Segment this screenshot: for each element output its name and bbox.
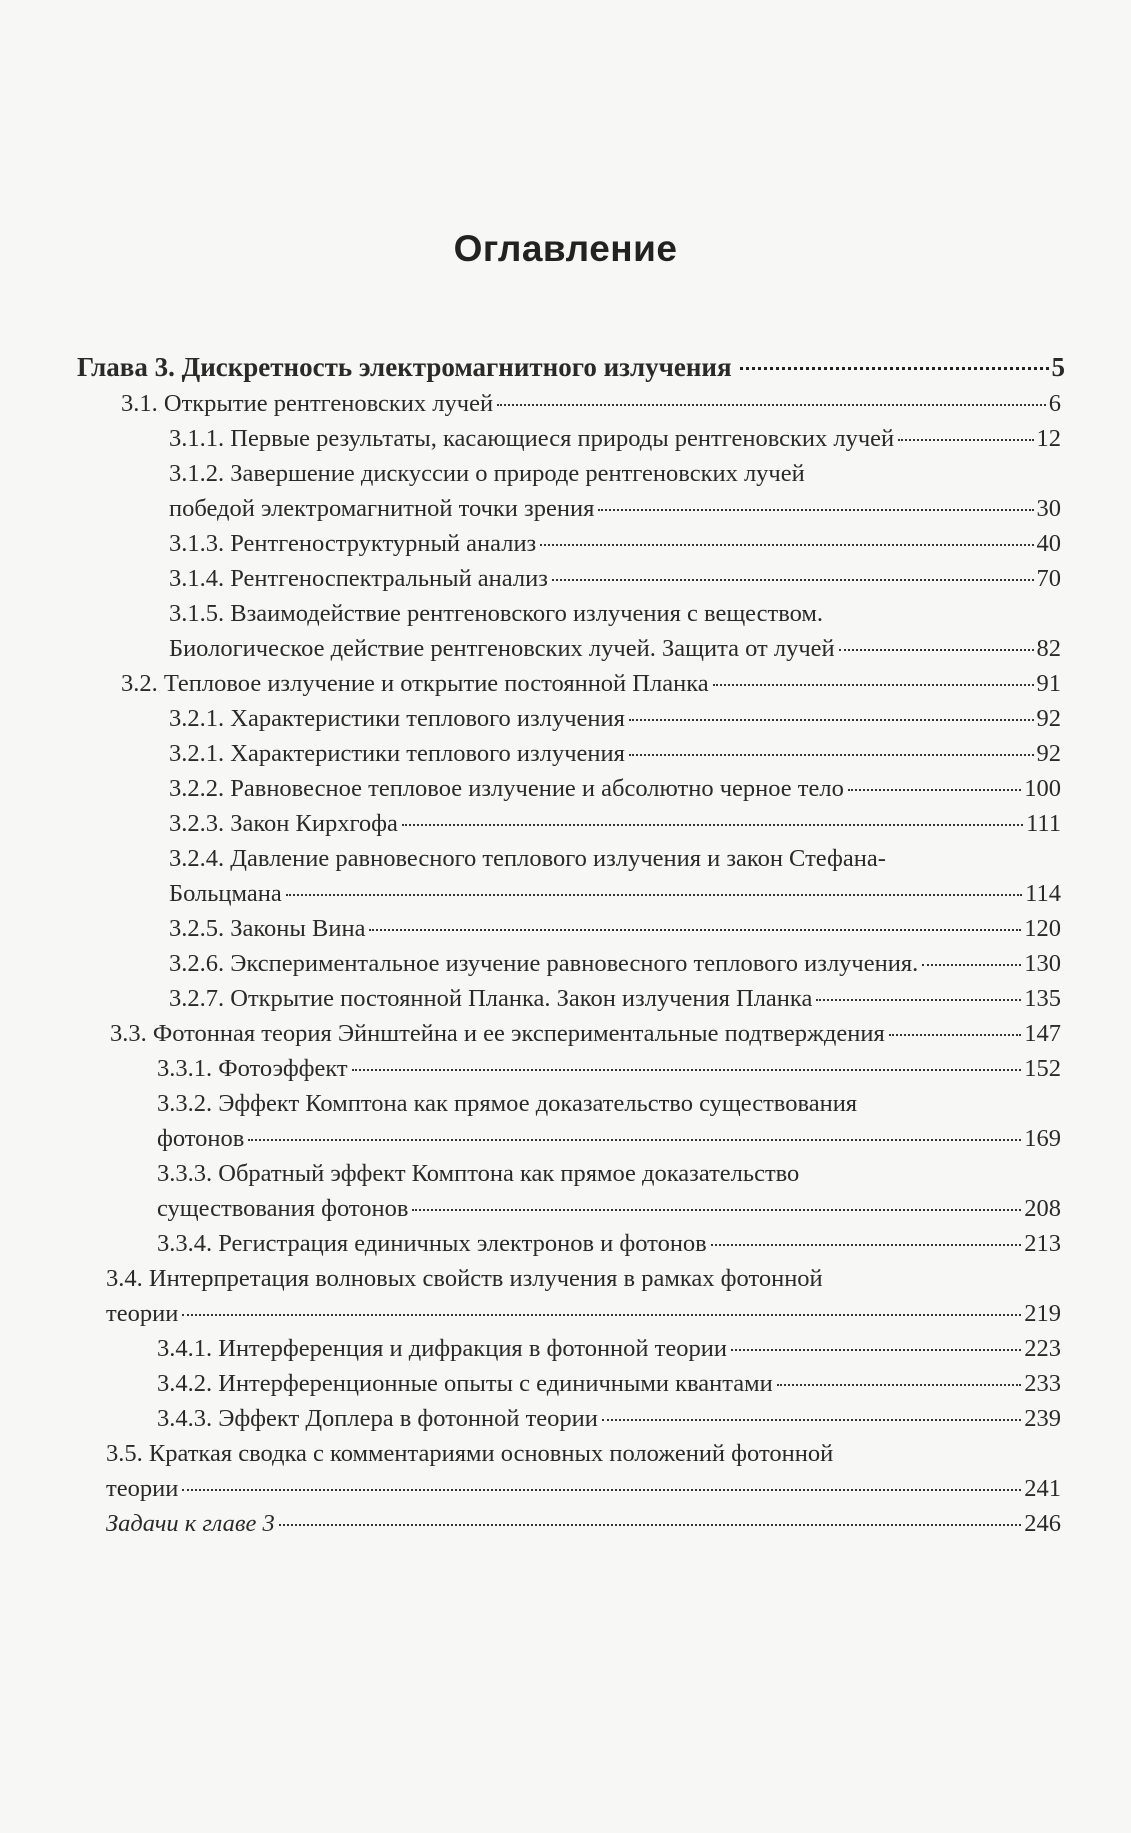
dot-leader <box>777 1384 1021 1386</box>
toc-entry-page: 223 <box>1024 1335 1061 1362</box>
toc-entry-page: 92 <box>1036 705 1061 732</box>
toc-entry <box>0 1156 1131 1226</box>
toc-entry-title: Глава 3. Дискретность электромагнитного излучения <box>77 352 732 382</box>
toc-entry <box>0 771 1131 806</box>
toc-entry-title-line: 3.3.2. Эффект Комптона как прямое доказательство существования <box>157 1090 858 1117</box>
toc-entry-title: 3.2.1. Характеристики теплового излучения <box>169 705 625 732</box>
toc-entry-page: 92 <box>1036 740 1061 767</box>
toc-entry-page: 152 <box>1024 1055 1061 1082</box>
toc-entry <box>0 596 1131 666</box>
toc-entry-title: Больцмана <box>169 880 282 907</box>
toc-entry <box>0 1051 1131 1086</box>
toc-entry-title: 3.2.6. Экспериментальное изучение равновесного теплового излучения. <box>169 950 919 977</box>
toc-entry-title: 3.3.1. Фотоэффект <box>157 1055 348 1082</box>
dot-leader <box>352 1069 1022 1071</box>
toc-entry-page: 246 <box>1024 1510 1061 1537</box>
toc-entry-title: теории <box>106 1475 179 1502</box>
toc-entry-title: победой электромагнитной точки зрения <box>169 495 595 522</box>
dot-leader <box>922 964 1021 966</box>
toc-entry-page: 233 <box>1024 1370 1061 1397</box>
dot-leader <box>182 1314 1021 1316</box>
toc-entry-page: 12 <box>1036 425 1061 452</box>
toc-entry-title: существования фотонов <box>157 1195 409 1222</box>
toc-entry <box>0 1016 1131 1051</box>
toc-entry-page: 70 <box>1036 565 1061 592</box>
toc-entry <box>0 666 1131 701</box>
dot-leader <box>412 1209 1021 1211</box>
toc-entry-page: 208 <box>1024 1195 1061 1222</box>
dot-leader <box>839 649 1034 651</box>
dot-leader <box>731 1349 1021 1351</box>
toc-entry <box>0 1086 1131 1156</box>
toc-entry-page: 100 <box>1024 775 1061 802</box>
toc-entry-title-line: 3.5. Краткая сводка с комментариями основных положений фотонной <box>106 1440 834 1467</box>
toc-entry-title: теории <box>106 1300 179 1327</box>
dot-leader <box>629 754 1034 756</box>
table-of-contents <box>0 348 1131 1541</box>
toc-entry-page: 219 <box>1024 1300 1061 1327</box>
toc-entry-title: 3.1.3. Рентгеноструктурный анализ <box>169 530 537 557</box>
toc-entry <box>0 456 1131 526</box>
toc-entry <box>0 386 1131 421</box>
toc-entry-page: 135 <box>1024 985 1061 1012</box>
toc-entry <box>0 561 1131 596</box>
toc-entry-page: 239 <box>1024 1405 1061 1432</box>
toc-entry <box>0 701 1131 736</box>
toc-entry-title: 3.2.7. Открытие постоянной Планка. Закон излучения Планка <box>169 985 813 1012</box>
toc-entry <box>0 841 1131 911</box>
dot-leader <box>898 439 1033 441</box>
toc-entry-title: 3.1.4. Рентгеноспектральный анализ <box>169 565 548 592</box>
toc-entry-title: фотонов <box>157 1125 245 1152</box>
toc-entry-title: 3.2.3. Закон Кирхгофа <box>169 810 398 837</box>
dot-leader <box>279 1524 1022 1526</box>
dot-leader <box>711 1244 1022 1246</box>
toc-entry-page: 111 <box>1026 810 1061 837</box>
toc-entry-page: 147 <box>1024 1020 1061 1047</box>
dot-leader <box>497 404 1046 406</box>
toc-entry-page: 82 <box>1036 635 1061 662</box>
dot-leader <box>889 1034 1021 1036</box>
toc-entry <box>0 421 1131 456</box>
toc-entry-title: 3.2.1. Характеристики теплового излучения <box>169 740 625 767</box>
toc-entry-page: 40 <box>1036 530 1061 557</box>
toc-entry <box>0 1401 1131 1436</box>
dot-leader <box>402 824 1023 826</box>
toc-entry-page: 241 <box>1024 1475 1061 1502</box>
dot-leader <box>713 684 1034 686</box>
toc-entry <box>0 1436 1131 1506</box>
toc-entry-title-line: 3.1.5. Взаимодействие рентгеновского излучения с веществом. <box>169 600 824 627</box>
toc-entry <box>0 1226 1131 1261</box>
toc-entry-title: Биологическое действие рентгеновских лучей. Защита от лучей <box>169 635 835 662</box>
dot-leader <box>248 1139 1021 1141</box>
dot-leader <box>740 367 1049 370</box>
dot-leader <box>602 1419 1021 1421</box>
dot-leader <box>552 579 1034 581</box>
toc-entry-title: Задачи к главе 3 <box>106 1510 275 1537</box>
toc-entry-page: 30 <box>1036 495 1061 522</box>
dot-leader <box>540 544 1033 546</box>
toc-entry-page: 169 <box>1024 1125 1061 1152</box>
toc-entry-title: 3.4.2. Интерференционные опыты с единичными квантами <box>157 1370 773 1397</box>
toc-entry <box>0 806 1131 841</box>
toc-entry-title: 3.2.2. Равновесное тепловое излучение и абсолютно черное тело <box>169 775 844 802</box>
toc-entry-page: 130 <box>1024 950 1061 977</box>
toc-entry-page: 213 <box>1024 1230 1061 1257</box>
toc-entry <box>0 981 1131 1016</box>
page-title: Оглавление <box>453 228 678 269</box>
toc-entry-page: 91 <box>1036 670 1061 697</box>
toc-entry <box>0 348 1131 386</box>
toc-entry-page: 5 <box>1051 352 1065 382</box>
toc-entry-title: 3.3.4. Регистрация единичных электронов и фотонов <box>157 1230 707 1257</box>
dot-leader <box>816 999 1021 1001</box>
toc-entry-title-line: 3.3.3. Обратный эффект Комптона как прямое доказательство <box>157 1160 800 1187</box>
toc-entry-title: 3.4.1. Интерференция и дифракция в фотонной теории <box>157 1335 727 1362</box>
toc-entry-title: 3.1. Открытие рентгеновских лучей <box>121 390 494 417</box>
toc-entry <box>0 946 1131 981</box>
toc-entry-title: 3.2. Тепловое излучение и открытие постоянной Планка <box>121 670 709 697</box>
toc-entry <box>0 1261 1131 1331</box>
toc-entry <box>0 911 1131 946</box>
toc-entry-title-line: 3.2.4. Давление равновесного теплового излучения и закон Стефана- <box>169 845 886 872</box>
toc-entry-title: 3.1.1. Первые результаты, касающиеся природы рентгеновских лучей <box>169 425 895 452</box>
toc-entry-title-line: 3.4. Интерпретация волновых свойств излучения в рамках фотонной <box>106 1265 823 1292</box>
dot-leader <box>598 509 1033 511</box>
toc-entry <box>0 1331 1131 1366</box>
toc-entry-title: 3.3. Фотонная теория Эйнштейна и ее экспериментальные подтверждения <box>110 1020 885 1047</box>
dot-leader <box>629 719 1034 721</box>
toc-entry-page: 6 <box>1048 390 1061 417</box>
toc-entry-title-line: 3.1.2. Завершение дискуссии о природе рентгеновских лучей <box>169 460 805 487</box>
dot-leader <box>182 1489 1021 1491</box>
toc-entry-title: 3.2.5. Законы Вина <box>169 915 366 942</box>
toc-entry-page: 114 <box>1025 880 1061 907</box>
toc-entry <box>0 1366 1131 1401</box>
toc-entry-page: 120 <box>1024 915 1061 942</box>
toc-entry <box>0 526 1131 561</box>
dot-leader <box>286 894 1022 896</box>
toc-entry-title: 3.4.3. Эффект Доплера в фотонной теории <box>157 1405 598 1432</box>
toc-entry <box>0 1506 1131 1541</box>
dot-leader <box>369 929 1021 931</box>
dot-leader <box>848 789 1021 791</box>
toc-entry <box>0 736 1131 771</box>
